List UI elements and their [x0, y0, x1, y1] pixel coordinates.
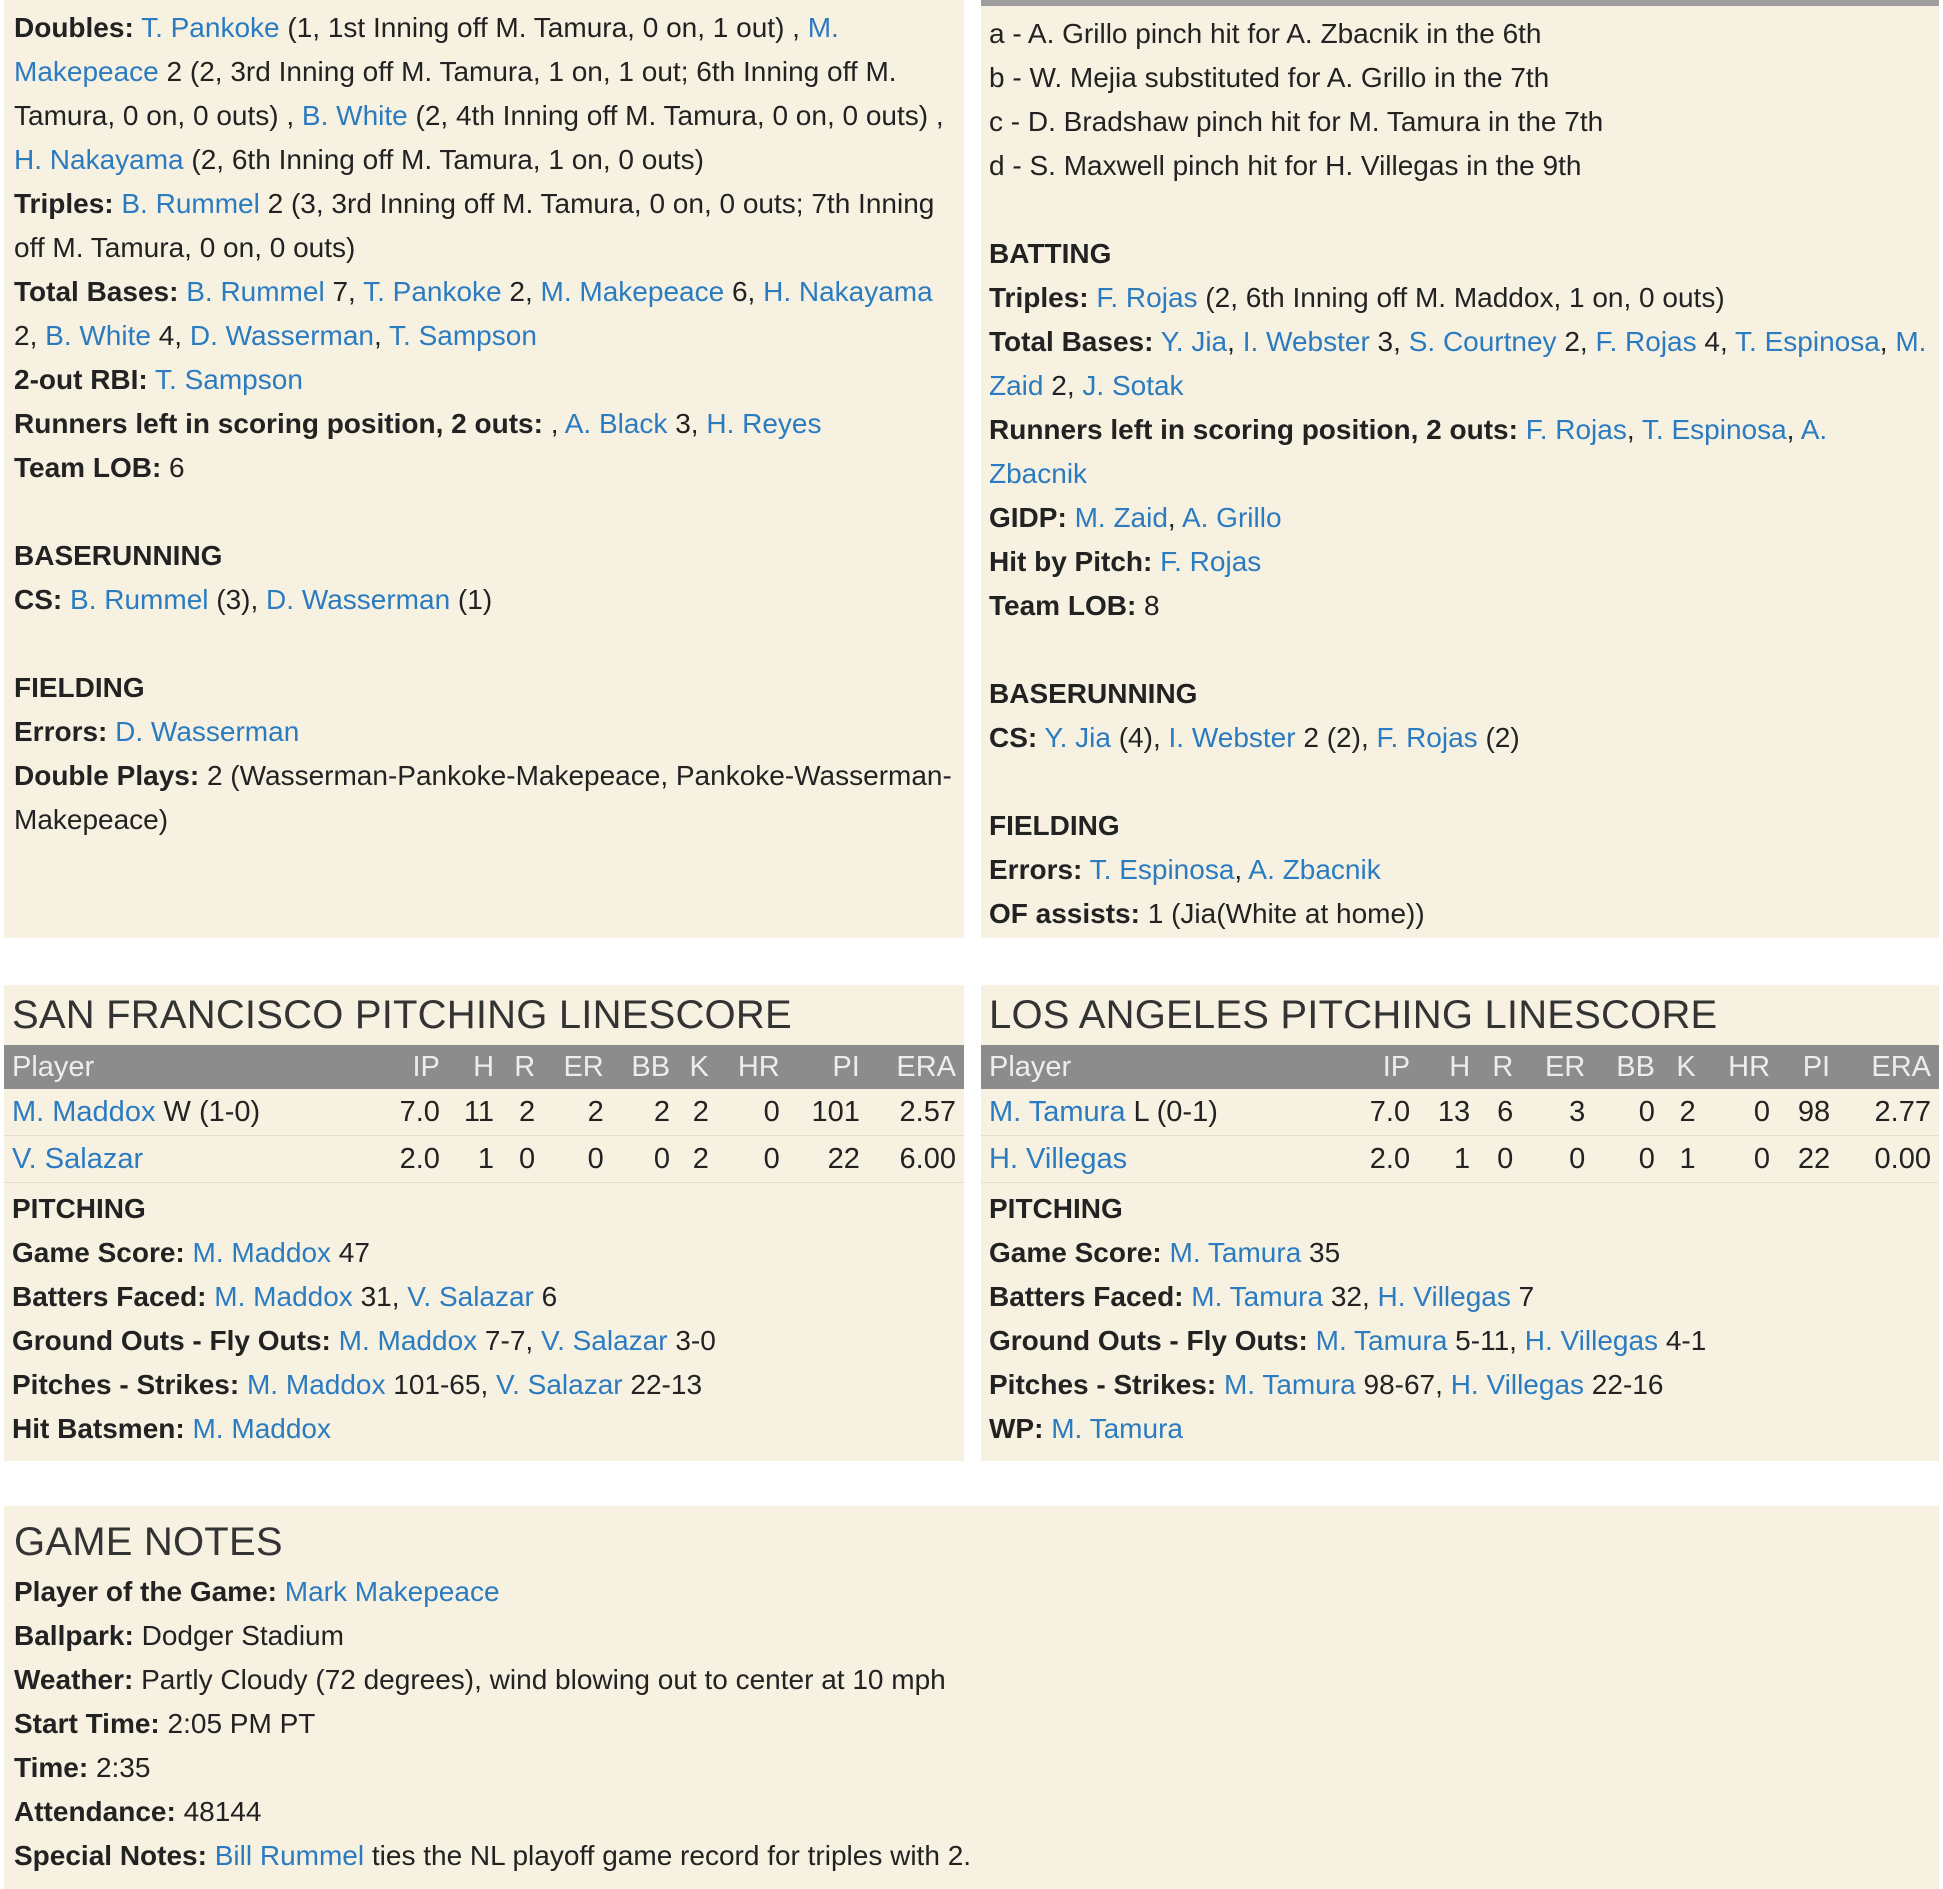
stat-detail: ,	[1167, 502, 1182, 533]
start-time-line	[14, 1702, 1929, 1746]
stat-detail: 31,	[352, 1281, 408, 1312]
stat-label: Triples:	[14, 188, 114, 219]
la-pitching-panel	[981, 985, 1939, 1461]
column-header-bb: BB	[612, 1045, 678, 1089]
sf-lob-line	[14, 446, 954, 490]
stat-detail: ,	[1879, 326, 1896, 357]
substitution-notes	[989, 12, 1929, 188]
sf-fielding-heading: FIELDING	[14, 672, 145, 703]
stat-detail: (2, 4th Inning off M. Tamura, 0 on, 0 outs) ,	[407, 100, 944, 131]
stat-label: Ground Outs - Fly Outs:	[12, 1325, 331, 1356]
player-link-a-zbacnik[interactable]: A. Zbacnik	[1248, 854, 1381, 885]
pitcher-cell	[981, 1136, 1346, 1183]
la-cs-line	[989, 716, 1929, 760]
stat-cell-hr: 0	[717, 1136, 788, 1183]
column-header-pi: PI	[788, 1045, 868, 1089]
note-label: Time:	[14, 1752, 89, 1783]
stat-cell-hr: 0	[1704, 1089, 1778, 1136]
player-link-t-espinosa[interactable]: T. Espinosa	[1641, 414, 1787, 445]
la-hbp-line	[989, 540, 1929, 584]
column-header-r: R	[502, 1045, 543, 1089]
stat-detail: 7-7,	[477, 1325, 541, 1356]
stat-detail: ,	[1626, 414, 1642, 445]
stat-detail: 2 (2),	[1295, 722, 1377, 753]
sf-pitching-panel	[4, 985, 964, 1461]
stat-cell-bb: 0	[612, 1136, 678, 1183]
column-header-ip: IP	[379, 1045, 448, 1089]
la-gidp-line	[989, 496, 1929, 540]
stat-detail: 3-0	[667, 1325, 716, 1356]
pitcher-cell	[4, 1136, 379, 1183]
sf-triples-line	[14, 182, 954, 270]
attendance-line	[14, 1790, 1929, 1834]
sf-baserunning-heading: BASERUNNING	[14, 540, 223, 571]
column-header-k: K	[678, 1045, 717, 1089]
la-pitching-title: LOS ANGELES PITCHING LINESCORE	[989, 993, 1718, 1037]
stat-detail: (2, 6th Inning off M. Maddox, 1 on, 0 outs)	[1197, 282, 1725, 313]
column-header-bb: BB	[1593, 1045, 1663, 1089]
player-link-t-sampson[interactable]: T. Sampson	[389, 320, 537, 351]
sf-2out-rbi-line	[14, 358, 954, 402]
stat-label: 2-out RBI:	[14, 364, 148, 395]
player-link-m-zaid[interactable]: M. Zaid	[1074, 502, 1168, 533]
stat-label: Batters Faced:	[12, 1281, 207, 1312]
game-notes-panel	[4, 1506, 1939, 1889]
stat-label: Pitches - Strikes:	[989, 1369, 1217, 1400]
special-notes-player-link[interactable]: Bill Rummel	[214, 1840, 365, 1871]
sf-cs-line	[14, 578, 954, 622]
note-value: 2:35	[88, 1752, 151, 1783]
player-link-t-pankoke[interactable]: T. Pankoke	[141, 12, 280, 43]
pitcher-cell	[981, 1089, 1346, 1136]
stat-detail: (2, 6th Inning off M. Tamura, 1 on, 0 outs)	[183, 144, 704, 175]
player-link-a-zbacnik[interactable]: A. Zbacnik	[989, 414, 1828, 489]
pitching-line-batters-faced	[989, 1275, 1931, 1319]
pitcher-link-v-salazar[interactable]: V. Salazar	[12, 1142, 144, 1175]
la-triples-line	[989, 276, 1929, 320]
stat-detail: 4,	[150, 320, 190, 351]
column-header-h: H	[448, 1045, 502, 1089]
stat-detail: 7	[1510, 1281, 1535, 1312]
column-header-player: Player	[981, 1045, 1346, 1089]
player-link-m-makepeace[interactable]: M. Makepeace	[14, 12, 839, 87]
stat-label: Ground Outs - Fly Outs:	[989, 1325, 1308, 1356]
stat-cell-pi: 98	[1778, 1089, 1838, 1136]
player-link-m-maddox[interactable]: M. Maddox	[192, 1413, 331, 1444]
player-of-game-link[interactable]: Mark Makepeace	[284, 1576, 500, 1607]
player-link-t-sampson[interactable]: T. Sampson	[155, 364, 303, 395]
player-link-h-villegas[interactable]: H. Villegas	[1524, 1325, 1659, 1356]
stat-cell-k: 2	[1663, 1089, 1704, 1136]
la-pitching-table	[981, 1045, 1939, 1183]
weather-line	[14, 1658, 1929, 1702]
pitcher-link-h-villegas[interactable]: H. Villegas	[989, 1142, 1128, 1175]
stat-cell-pi: 22	[788, 1136, 868, 1183]
decision-note: L (0-1)	[1125, 1095, 1218, 1128]
player-link-v-salazar[interactable]: V. Salazar	[540, 1325, 668, 1356]
stat-detail: ,	[1786, 414, 1801, 445]
player-link-m-tamura[interactable]: M. Tamura	[1051, 1413, 1183, 1444]
decision-note: W (1-0)	[155, 1095, 261, 1128]
player-link-h-nakayama[interactable]: H. Nakayama	[14, 144, 184, 175]
la-rlsp-line	[989, 408, 1929, 496]
player-link-i-webster[interactable]: I. Webster	[1242, 326, 1370, 357]
column-header-era: ERA	[868, 1045, 964, 1089]
stat-label: CS:	[989, 722, 1038, 753]
pitching-line-game-score	[989, 1231, 1931, 1275]
player-link-t-espinosa[interactable]: T. Espinosa	[1735, 326, 1880, 357]
table-row	[4, 1136, 964, 1183]
stat-label: OF assists:	[989, 898, 1140, 929]
player-link-d-wasserman[interactable]: D. Wasserman	[115, 716, 300, 747]
player-link-v-salazar[interactable]: V. Salazar	[496, 1369, 623, 1400]
stat-detail: 2 (3, 3rd Inning off M. Tamura, 0 on, 0 outs; 7th Inning off M. Tamura, 0 on, 0 outs)	[14, 188, 935, 263]
stat-cell-hr: 0	[717, 1089, 788, 1136]
stat-detail: 2 (2, 3rd Inning off M. Tamura, 1 on, 1 out; 6th Inning off M. Tamura, 0 on, 0 outs) ,	[14, 56, 897, 131]
la-pitching-heading: PITCHING	[989, 1193, 1123, 1224]
stat-detail: 2,	[1556, 326, 1596, 357]
player-link-t-pankoke[interactable]: T. Pankoke	[363, 276, 502, 307]
stat-cell-bb: 0	[1593, 1089, 1663, 1136]
stat-cell-r: 0	[1478, 1136, 1521, 1183]
stat-cell-er: 0	[543, 1136, 612, 1183]
pitching-line-game-score	[12, 1231, 956, 1275]
sf-double-plays-line	[14, 754, 954, 842]
stat-detail: 2,	[14, 320, 46, 351]
player-link-m-tamura[interactable]: M. Tamura	[1223, 1369, 1356, 1400]
stat-detail: 3,	[667, 408, 707, 439]
substitution-note: a - A. Grillo pinch hit for A. Zbacnik in the 6th	[989, 18, 1542, 49]
player-link-h-villegas[interactable]: H. Villegas	[1450, 1369, 1585, 1400]
stat-detail: 5-11,	[1447, 1325, 1525, 1356]
ballpark-line	[14, 1614, 1929, 1658]
stat-label: Double Plays:	[14, 760, 200, 791]
stat-cell-ip: 2.0	[1346, 1136, 1418, 1183]
sf-pitching-title: SAN FRANCISCO PITCHING LINESCORE	[12, 993, 792, 1037]
stat-detail: 22-16	[1584, 1369, 1664, 1400]
stat-cell-r: 6	[1478, 1089, 1521, 1136]
stat-label: Game Score:	[12, 1237, 185, 1268]
column-header-er: ER	[1521, 1045, 1593, 1089]
stat-value: 1 (Jia(White at home))	[1139, 898, 1425, 929]
special-notes-line	[14, 1834, 1929, 1878]
stat-cell-era: 0.00	[1838, 1136, 1939, 1183]
pitching-line-ground-outs-fly-outs	[989, 1319, 1931, 1363]
stat-label: Hit by Pitch:	[989, 546, 1153, 577]
stat-cell-k: 1	[1663, 1136, 1704, 1183]
player-link-f-rojas[interactable]: F. Rojas	[1595, 326, 1697, 357]
player-link-f-rojas[interactable]: F. Rojas	[1525, 414, 1627, 445]
player-link-b-white[interactable]: B. White	[301, 100, 408, 131]
stat-cell-er: 2	[543, 1089, 612, 1136]
game-notes-title: GAME NOTES	[14, 1520, 283, 1564]
column-header-era: ERA	[1838, 1045, 1939, 1089]
substitution-note: b - W. Mejia substituted for A. Grillo in the 7th	[989, 62, 1550, 93]
stat-label: Pitches - Strikes:	[12, 1369, 240, 1400]
stat-detail: ,	[1234, 854, 1249, 885]
stat-label: Hit Batsmen:	[12, 1413, 185, 1444]
player-link-h-reyes[interactable]: H. Reyes	[706, 408, 822, 439]
stat-value: 6	[161, 452, 185, 483]
substitution-note: d - S. Maxwell pinch hit for H. Villegas in the 9th	[989, 150, 1582, 181]
stat-detail: 7,	[324, 276, 364, 307]
player-link-b-rummel[interactable]: B. Rummel	[70, 584, 209, 615]
stat-label: Doubles:	[14, 12, 134, 43]
stat-cell-h: 13	[1418, 1089, 1478, 1136]
pitcher-cell	[4, 1089, 379, 1136]
pitching-line-batters-faced	[12, 1275, 956, 1319]
player-link-f-rojas[interactable]: F. Rojas	[1376, 722, 1478, 753]
stat-cell-pi: 101	[788, 1089, 868, 1136]
sf-pitching-heading: PITCHING	[12, 1193, 146, 1224]
note-value: Partly Cloudy (72 degrees), wind blowing out to center at 10 mph	[133, 1664, 946, 1695]
stat-cell-k: 2	[678, 1089, 717, 1136]
stat-value: 8	[1136, 590, 1160, 621]
column-header-pi: PI	[1778, 1045, 1838, 1089]
stat-detail: 32,	[1323, 1281, 1378, 1312]
stat-cell-bb: 0	[1593, 1136, 1663, 1183]
stat-cell-pi: 22	[1778, 1136, 1838, 1183]
stat-detail: ,	[373, 320, 390, 351]
column-header-h: H	[1418, 1045, 1478, 1089]
stat-cell-era: 2.77	[1838, 1089, 1939, 1136]
player-link-m-maddox[interactable]: M. Maddox	[338, 1325, 478, 1356]
player-link-t-espinosa[interactable]: T. Espinosa	[1089, 854, 1235, 885]
game-time-line	[14, 1746, 1929, 1790]
player-link-f-rojas[interactable]: F. Rojas	[1096, 282, 1198, 313]
stat-cell-h: 1	[448, 1136, 502, 1183]
player-link-b-rummel[interactable]: B. Rummel	[186, 276, 325, 307]
note-value: 48144	[175, 1796, 262, 1827]
stat-detail: ,	[1227, 326, 1243, 357]
stat-detail: (1, 1st Inning off M. Tamura, 0 on, 1 out) ,	[279, 12, 808, 43]
table-header-row	[4, 1045, 964, 1089]
player-link-h-nakayama[interactable]: H. Nakayama	[763, 276, 933, 307]
sf-total-bases-line	[14, 270, 954, 358]
pitcher-link-m-maddox[interactable]: M. Maddox	[12, 1095, 156, 1128]
player-link-i-webster[interactable]: I. Webster	[1168, 722, 1296, 753]
player-link-m-maddox[interactable]: M. Maddox	[246, 1369, 386, 1400]
stat-detail: 4,	[1696, 326, 1736, 357]
table-row	[981, 1089, 1939, 1136]
sf-doubles-line	[14, 6, 954, 182]
la-of-assists-line	[989, 892, 1929, 936]
stat-detail: (4),	[1110, 722, 1169, 753]
stat-label: Triples:	[989, 282, 1089, 313]
player-link-j-sotak[interactable]: J. Sotak	[1082, 370, 1184, 401]
stat-cell-k: 2	[678, 1136, 717, 1183]
stat-detail: (2)	[1477, 722, 1520, 753]
stat-label: WP:	[989, 1413, 1044, 1444]
stat-label: CS:	[14, 584, 63, 615]
player-link-y-jia[interactable]: Y. Jia	[1160, 326, 1228, 357]
sf-rlsp-line	[14, 402, 954, 446]
stat-label: GIDP:	[989, 502, 1067, 533]
stat-cell-hr: 0	[1704, 1136, 1778, 1183]
player-link-h-villegas[interactable]: H. Villegas	[1377, 1281, 1511, 1312]
stat-label: Runners left in scoring position, 2 outs:	[14, 408, 543, 439]
player-link-m-tamura[interactable]: M. Tamura	[1315, 1325, 1448, 1356]
stat-label: Total Bases:	[989, 326, 1154, 357]
note-label: Weather:	[14, 1664, 134, 1695]
player-link-a-black[interactable]: A. Black	[564, 408, 668, 439]
stat-label: Errors:	[14, 716, 108, 747]
column-header-player: Player	[4, 1045, 379, 1089]
stat-cell-ip: 7.0	[1346, 1089, 1418, 1136]
player-link-f-rojas[interactable]: F. Rojas	[1160, 546, 1262, 577]
player-link-y-jia[interactable]: Y. Jia	[1044, 722, 1111, 753]
stat-detail: 3,	[1369, 326, 1409, 357]
stat-cell-era: 6.00	[868, 1136, 964, 1183]
stat-detail: 101-65,	[385, 1369, 497, 1400]
player-link-b-rummel[interactable]: B. Rummel	[121, 188, 260, 219]
stat-detail: (1)	[450, 584, 493, 615]
pitcher-link-m-tamura[interactable]: M. Tamura	[989, 1095, 1126, 1128]
la-baserunning-heading: BASERUNNING	[989, 678, 1198, 709]
note-value: Dodger Stadium	[133, 1620, 344, 1651]
stat-label: Total Bases:	[14, 276, 179, 307]
player-link-m-tamura[interactable]: M. Tamura	[1191, 1281, 1324, 1312]
stat-cell-ip: 2.0	[379, 1136, 448, 1183]
note-value: 2:05 PM PT	[159, 1708, 316, 1739]
stat-detail: 2,	[1043, 370, 1083, 401]
player-link-m-zaid[interactable]: M. Zaid	[989, 326, 1927, 401]
note-value: ties the NL playoff game record for triples with 2.	[364, 1840, 972, 1871]
column-header-k: K	[1663, 1045, 1704, 1089]
table-row	[4, 1089, 964, 1136]
stat-detail: 6	[533, 1281, 558, 1312]
stat-detail: 35	[1301, 1237, 1341, 1268]
player-link-m-tamura[interactable]: M. Tamura	[1169, 1237, 1302, 1268]
la-batting-heading: BATTING	[989, 238, 1112, 269]
stat-cell-ip: 7.0	[379, 1089, 448, 1136]
player-link-m-makepeace[interactable]: M. Makepeace	[540, 276, 725, 307]
stat-label: Team LOB:	[14, 452, 162, 483]
la-lob-line	[989, 584, 1929, 628]
stat-label: Errors:	[989, 854, 1083, 885]
pitching-line-ground-outs-fly-outs	[12, 1319, 956, 1363]
la-fielding-heading: FIELDING	[989, 810, 1120, 841]
la-stats-panel	[981, 0, 1939, 938]
stat-label: Game Score:	[989, 1237, 1162, 1268]
stat-cell-er: 3	[1521, 1089, 1593, 1136]
player-link-m-maddox[interactable]: M. Maddox	[214, 1281, 353, 1312]
pitching-line-pitches-strikes	[989, 1363, 1931, 1407]
sf-pitching-table	[4, 1045, 964, 1183]
stat-detail: 47	[331, 1237, 370, 1268]
note-label: Start Time:	[14, 1708, 160, 1739]
stat-detail: 2,	[501, 276, 541, 307]
pitching-line-wp	[989, 1407, 1931, 1451]
note-label: Player of the Game:	[14, 1576, 277, 1607]
stat-cell-h: 1	[1418, 1136, 1478, 1183]
stat-detail: 22-13	[622, 1369, 703, 1400]
stat-cell-h: 11	[448, 1089, 502, 1136]
note-label: Special Notes:	[14, 1840, 207, 1871]
player-link-d-wasserman[interactable]: D. Wasserman	[266, 584, 451, 615]
column-header-er: ER	[543, 1045, 612, 1089]
stat-cell-era: 2.57	[868, 1089, 964, 1136]
player-link-s-courtney[interactable]: S. Courtney	[1408, 326, 1557, 357]
note-label: Attendance:	[14, 1796, 176, 1827]
stat-detail: 98-67,	[1355, 1369, 1451, 1400]
sf-stats-panel	[4, 0, 964, 938]
player-link-v-salazar[interactable]: V. Salazar	[407, 1281, 534, 1312]
player-link-b-white[interactable]: B. White	[45, 320, 151, 351]
stat-label: Runners left in scoring position, 2 outs:	[989, 414, 1518, 445]
column-header-hr: HR	[717, 1045, 788, 1089]
column-header-ip: IP	[1346, 1045, 1418, 1089]
stat-text: ,	[542, 408, 565, 439]
pitching-line-pitches-strikes	[12, 1363, 956, 1407]
la-errors-line	[989, 848, 1929, 892]
stat-detail: (3),	[208, 584, 267, 615]
player-of-game-line	[14, 1570, 1929, 1614]
stat-cell-r: 2	[502, 1089, 543, 1136]
la-total-bases-line	[989, 320, 1929, 408]
table-header-row	[981, 1045, 1939, 1089]
pitching-line-hit-batsmen	[12, 1407, 956, 1451]
player-link-d-wasserman[interactable]: D. Wasserman	[189, 320, 374, 351]
column-header-r: R	[1478, 1045, 1521, 1089]
substitution-note: c - D. Bradshaw pinch hit for M. Tamura in the 7th	[989, 106, 1604, 137]
stat-cell-er: 0	[1521, 1136, 1593, 1183]
stat-cell-bb: 2	[612, 1089, 678, 1136]
sf-errors-line	[14, 710, 954, 754]
stat-label: Team LOB:	[989, 590, 1137, 621]
stat-value: 2 (Wasserman-Pankoke-Makepeace, Pankoke-Wasserman-Makepeace)	[14, 760, 952, 835]
player-link-a-grillo[interactable]: A. Grillo	[1181, 502, 1282, 533]
table-row	[981, 1136, 1939, 1183]
stat-cell-r: 0	[502, 1136, 543, 1183]
player-link-m-maddox[interactable]: M. Maddox	[192, 1237, 332, 1268]
stat-label: Batters Faced:	[989, 1281, 1184, 1312]
stat-detail: 6,	[724, 276, 764, 307]
stat-detail: 4-1	[1658, 1325, 1707, 1356]
column-header-hr: HR	[1704, 1045, 1778, 1089]
note-label: Ballpark:	[14, 1620, 134, 1651]
